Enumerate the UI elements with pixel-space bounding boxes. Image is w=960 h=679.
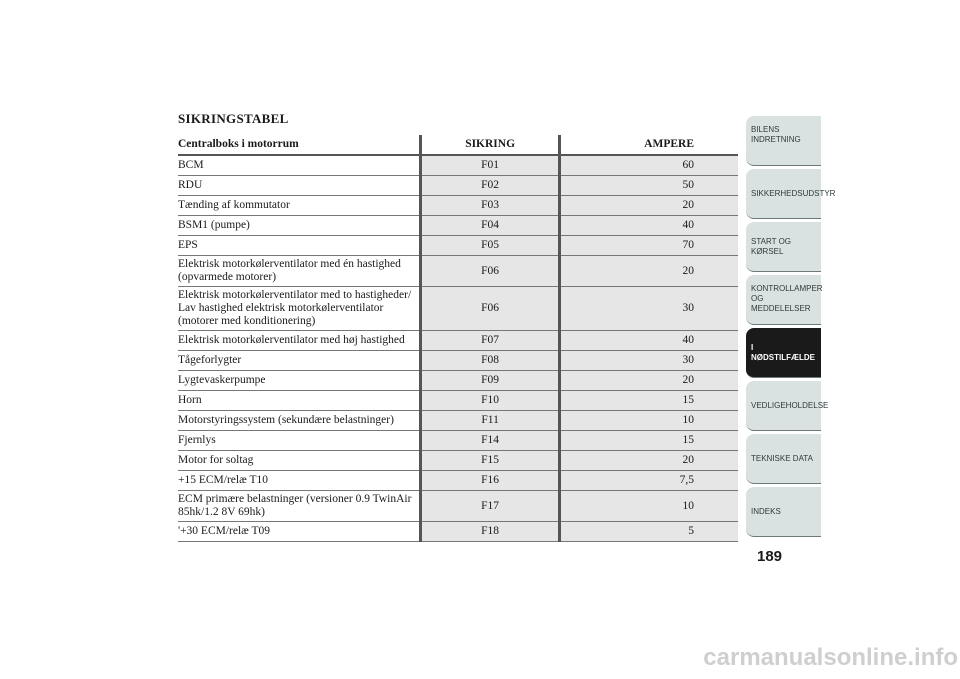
table-row xyxy=(178,196,738,216)
table-row xyxy=(178,256,738,287)
cell-description xyxy=(178,522,421,542)
cell-fuse: F14 xyxy=(421,431,560,451)
chapter-tab-label-line: OG MEDDELELSER xyxy=(751,294,811,313)
cell-fuse: F05 xyxy=(421,236,560,256)
cell-fuse: F06 xyxy=(421,287,560,331)
cell-fuse: F11 xyxy=(421,411,560,431)
description-line: RDU xyxy=(178,179,203,191)
fuse-table xyxy=(178,135,738,542)
cell-fuse: F04 xyxy=(421,216,560,236)
cell-description xyxy=(178,351,421,371)
chapter-tab[interactable] xyxy=(746,434,821,484)
table-row xyxy=(178,411,738,431)
description-line: Tågeforlygter xyxy=(178,354,242,366)
cell-amperage: 15 xyxy=(560,391,738,411)
table-row xyxy=(178,431,738,451)
cell-amperage: 10 xyxy=(560,411,738,431)
cell-fuse: F07 xyxy=(421,331,560,351)
chapter-tab-label xyxy=(751,401,828,411)
cell-amperage: 40 xyxy=(560,331,738,351)
description-line: Elektrisk motorkølerventilator med to hastigheder/ xyxy=(178,289,412,301)
table-row xyxy=(178,236,738,256)
table-row xyxy=(178,287,738,331)
table-row xyxy=(178,451,738,471)
chapter-tab-label-line: I NØDSTILFÆLDE xyxy=(751,342,815,362)
chapter-tabs xyxy=(746,116,836,540)
description-line: Lygtevaskerpumpe xyxy=(178,374,266,386)
cell-description xyxy=(178,216,421,236)
cell-description xyxy=(178,451,421,471)
table-row xyxy=(178,216,738,236)
table-row xyxy=(178,471,738,491)
chapter-tab-label-line: BILENS xyxy=(751,125,780,134)
chapter-tab[interactable] xyxy=(746,328,821,378)
description-line: BCM xyxy=(178,159,204,171)
description-line: Horn xyxy=(178,394,202,406)
chapter-tab-label-line: START OG KØRSEL xyxy=(751,236,792,256)
cell-amperage: 20 xyxy=(560,196,738,216)
watermark: carmanualsonline.info xyxy=(703,644,958,671)
description-line: '+30 ECM/relæ T09 xyxy=(178,525,271,537)
chapter-tab[interactable] xyxy=(746,116,821,166)
cell-description xyxy=(178,287,421,331)
chapter-tab-label xyxy=(751,125,801,145)
description-line: Elektrisk motorkølerventilator med høj hastighed xyxy=(178,334,405,346)
description-line: Tænding af kommutator xyxy=(178,199,290,211)
chapter-tab-label-line: KONTROLLAMPER xyxy=(751,284,823,293)
chapter-tab-label-line: VEDLIGEHOLDELSE xyxy=(751,400,829,410)
cell-amperage: 20 xyxy=(560,371,738,391)
cell-fuse: F02 xyxy=(421,176,560,196)
table-row xyxy=(178,522,738,542)
chapter-tab-label xyxy=(751,507,781,517)
cell-description xyxy=(178,471,421,491)
table-row xyxy=(178,176,738,196)
table-row xyxy=(178,491,738,522)
chapter-tab-label xyxy=(751,343,817,363)
table-row xyxy=(178,351,738,371)
chapter-tab[interactable] xyxy=(746,169,836,219)
cell-description xyxy=(178,371,421,391)
chapter-tab-label-line: INDRETNING xyxy=(751,135,801,144)
cell-fuse: F06 xyxy=(421,256,560,287)
chapter-tab[interactable] xyxy=(746,275,821,325)
cell-description xyxy=(178,196,421,216)
cell-fuse: F03 xyxy=(421,196,560,216)
cell-fuse: F09 xyxy=(421,371,560,391)
description-line: Fjernlys xyxy=(178,434,216,446)
description-line: ECM primære belastninger (versioner 0.9 TwinAir xyxy=(178,493,412,505)
cell-description xyxy=(178,391,421,411)
chapter-tab-label-line: INDEKS xyxy=(751,506,781,516)
cell-description xyxy=(178,431,421,451)
chapter-tab[interactable] xyxy=(746,381,829,431)
cell-amperage: 20 xyxy=(560,256,738,287)
cell-description xyxy=(178,176,421,196)
chapter-tab-label xyxy=(751,189,835,199)
table-header-row xyxy=(178,135,738,155)
cell-amperage: 60 xyxy=(560,155,738,176)
chapter-tab-label xyxy=(751,454,813,464)
page-title: SIKRINGSTABEL xyxy=(178,111,289,126)
cell-amperage: 40 xyxy=(560,216,738,236)
cell-fuse: F08 xyxy=(421,351,560,371)
table-row xyxy=(178,331,738,351)
cell-amperage: 7,5 xyxy=(560,471,738,491)
page-number: 189 xyxy=(757,548,783,565)
cell-fuse: F16 xyxy=(421,471,560,491)
column-header-fuse: SIKRING xyxy=(421,135,560,155)
cell-fuse: F01 xyxy=(421,155,560,176)
chapter-tab[interactable] xyxy=(746,487,821,537)
description-line: Motor for soltag xyxy=(178,454,254,466)
column-header-amperage: AMPERE xyxy=(560,135,738,155)
description-line: 85hk/1.2 8V 69hk) xyxy=(178,506,265,518)
chapter-tab-label-line: SIKKERHEDSUDSTYR xyxy=(751,188,836,198)
description-line: (opvarmede motorer) xyxy=(178,271,277,283)
cell-description xyxy=(178,331,421,351)
table-row xyxy=(178,371,738,391)
description-line: +15 ECM/relæ T10 xyxy=(178,474,268,486)
cell-fuse: F18 xyxy=(421,522,560,542)
cell-amperage: 15 xyxy=(560,431,738,451)
description-line: Lav hastighed elektrisk motorkølerventilator xyxy=(178,302,384,314)
description-line: BSM1 (pumpe) xyxy=(178,219,250,231)
cell-amperage: 20 xyxy=(560,451,738,471)
cell-description xyxy=(178,411,421,431)
cell-description xyxy=(178,256,421,287)
cell-fuse: F10 xyxy=(421,391,560,411)
column-header-description: Centralboks i motorrum xyxy=(178,135,421,155)
table-row xyxy=(178,155,738,176)
cell-fuse: F17 xyxy=(421,491,560,522)
fuse-table-body xyxy=(178,155,738,542)
chapter-tab-label xyxy=(751,237,817,257)
description-line: Elektrisk motorkølerventilator med én hastighed xyxy=(178,258,401,270)
cell-fuse: F15 xyxy=(421,451,560,471)
cell-amperage: 50 xyxy=(560,176,738,196)
cell-amperage: 70 xyxy=(560,236,738,256)
cell-amperage: 30 xyxy=(560,287,738,331)
description-line: Motorstyringssystem (sekundære belastninger) xyxy=(178,414,394,426)
chapter-tab-label xyxy=(751,284,823,314)
cell-amperage: 30 xyxy=(560,351,738,371)
cell-amperage: 10 xyxy=(560,491,738,522)
chapter-tab[interactable] xyxy=(746,222,821,272)
table-row xyxy=(178,391,738,411)
cell-amperage: 5 xyxy=(560,522,738,542)
cell-description xyxy=(178,236,421,256)
cell-description xyxy=(178,155,421,176)
description-line: EPS xyxy=(178,239,198,251)
cell-description xyxy=(178,491,421,522)
chapter-tab-label-line: TEKNISKE DATA xyxy=(751,453,813,463)
description-line: (motorer med konditionering) xyxy=(178,315,316,327)
